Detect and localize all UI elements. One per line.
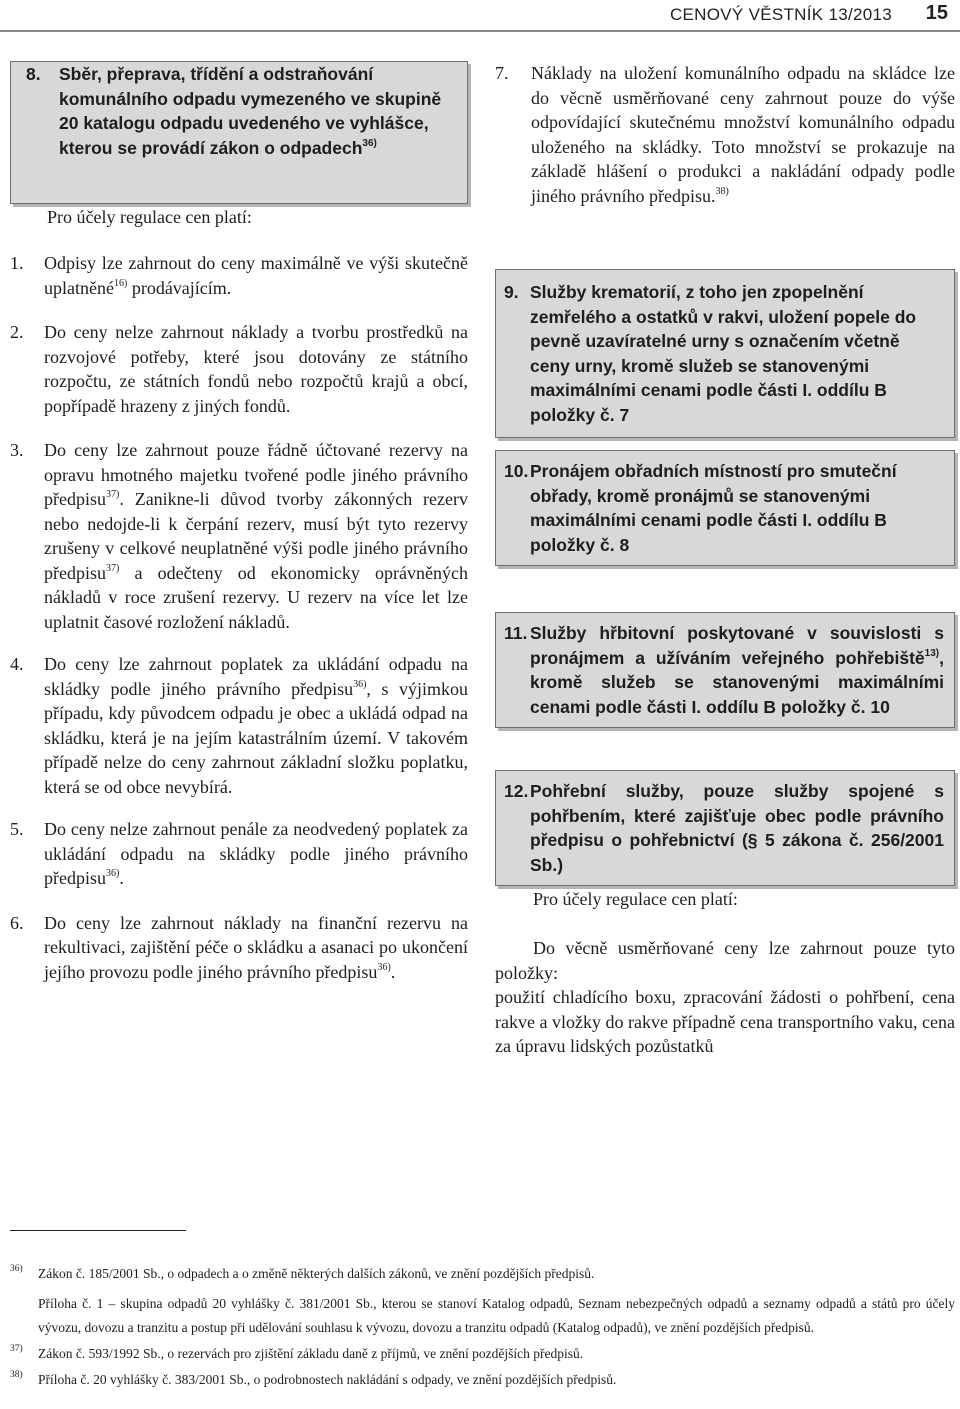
footnote: 36) Zákon č. 185/2001 Sb., o odpadech a o změně některých dalších zákonů, ve znění pozdějších předpisů.: [10, 1264, 595, 1281]
section-box-12: [495, 770, 955, 886]
list-item: 3. Do ceny lze zahrnout pouze řádně účtované rezervy na opravu hmotného majetku tvořené podle jiného právního předpisu$^{37)}$. Zanikne-li důvod tvorby zákonných rezerv nebo nedojde-li k čerpání rezerv, musí být tyto rezervy zrušeny v celkové neuplatněné výši podle jiného právního předpisu$^{37)}$ a odečteny od ekonomicky oprávněných nákladů v roce zrušení rezervy. U rezerv na více let lze uplatnit časové rozložení nákladů.: [10, 440, 468, 632]
header-rule: [0, 30, 960, 32]
box-title: Pronájem obřadních místností pro smuteční obřady, kromě pronájmů se stanovenými maximálními cenami podle části I. oddílu B položky č. 8: [530, 461, 897, 555]
left-intro: Pro účely regulace cen platí:: [47, 207, 252, 227]
list-item: 5. Do ceny nelze zahrnout penále za neodvedený poplatek za ukládání odpadu na skládky podle jiného právního předpisu$^{36)}$.: [10, 819, 468, 888]
footnote: 38) Příloha č. 20 vyhlášky č. 383/2001 Sb., o podrobnostech nakládání s odpady, ve znění pozdějších předpisů.: [10, 1370, 617, 1387]
journal-title: CENOVÝ VĚSTNÍK 13/2013: [669, 5, 892, 24]
list-item: 1. Odpisy lze zahrnout do ceny maximálně ve výši skutečně uplatněné$^{16)}$ prodávajícím.: [10, 253, 468, 298]
list-item: 2. Do ceny nelze zahrnout náklady a tvorbu prostředků na rozvojové potřeby, které jsou dotovány ze státního rozpočtu, ze státních fondů nebo rozpočtů krajů a obcí, popřípadě hrazeny z jiných fondů.: [10, 322, 468, 416]
list-item: 4. Do ceny lze zahrnout poplatek za ukládání odpadu na skládky podle jiného právního předpisu$^{36)}$, s výjimkou případu, kdy původcem odpadu je obec a ukládá odpad na skládku, která je na jejím katastrálním území. V takovém případě nelze do ceny zahrnout základní složku poplatku, která se od obce nevybírá.: [10, 654, 468, 797]
footnote-continuation: Příloha č. 1 – skupina odpadů 20 vyhlášky č. 381/2001 Sb., kterou se stanoví Katalog odpadů, Seznam nebezpečných odpadů a seznamy odpadů a států pro účely vývozu, dovozu a tranzitu a postup při udělování souhlasu k vývozu, dovozu a tranzitu odpadů (Katalog odpadů), ve znění pozdějších předpisů.: [38, 1296, 955, 1335]
footnote-ref: 38): [715, 185, 729, 197]
box-title: Sběr, přeprava, třídění a odstraňování komunálního odpadu vymezeného ve skupině 20 katalogu odpadu uvedeného ve vyhlášce, kterou se provádí zákon o odpadech$^{36)}$: [59, 64, 442, 158]
box-title: Služby hřbitovní poskytované v souvislosti s pronájmem a užíváním veřejného pohřebiště$^{13)}$, kromě služeb se stanovenými maximálními cenami podle části I. oddílu B položky č. 10: [530, 623, 944, 717]
page-number: 15: [925, 2, 948, 24]
box-number: 11.: [504, 623, 528, 643]
footnote-ref: 37): [106, 489, 120, 500]
right-intro: Pro účely regulace cen platí:: [533, 889, 738, 909]
box-number: 8.: [26, 64, 41, 84]
section-box-9: [495, 269, 955, 438]
right-column: [495, 61, 955, 1056]
footnote-ref: 36): [353, 678, 367, 690]
list-item: 6. Do ceny lze zahrnout náklady na finanční rezervu na rekultivaci, zajištění péče o skládku a asanaci po ukončení jejího provozu podle jiného právního předpisu$^{36)}$.: [10, 912, 468, 982]
footnote-ref: 13): [924, 647, 940, 659]
right-paragraph-1: Do věcně usměrňované ceny lze zahrnout pouze tyto položky:: [495, 938, 955, 983]
box-number: 10.: [504, 461, 529, 481]
footnote: 37) Zákon č. 593/1992 Sb., o rezervách pro zjištění základu daně z příjmů, ve znění pozdějších předpisů.: [10, 1344, 584, 1361]
right-paragraph-2: použití chladícího boxu, zpracování žádosti o pohřbení, cena rakve a vložky do rakve případně cena transportního vaku, cena za úpravu lidských pozůstatků: [495, 987, 955, 1056]
box-title: Služby krematorií, z toho jen zpopelnění zemřelého a ostatků v rakvi, uložení popele do pevně uzavíratelné urny s označením včetně ceny urny, kromě služeb se stanovenými maximálními cenami podle části I. oddílu B položky č. 7: [530, 282, 917, 425]
footnote-rule: [10, 1230, 186, 1231]
section-box-8: [10, 61, 468, 204]
section-box-10: [495, 450, 955, 566]
list-item: 7. Náklady na uložení komunálního odpadu na skládce lze do věcně usměrňované ceny zahrnout pouze do výše odpovídající skutečnému množství komunálního odpadu uloženého na skládky. Toto množství se prokazuje na základě hlášení o produkci a nakládání odpady podle jiného právního předpisu.$^{38)}$: [495, 63, 955, 206]
left-column: [10, 61, 468, 982]
footnote-ref: 16): [113, 277, 128, 289]
footnote-ref: 36): [106, 868, 120, 879]
box-number: 12.: [504, 781, 529, 801]
footnotes: [10, 1262, 955, 1392]
box-number: 9.: [504, 282, 519, 302]
box-title: Pohřební služby, pouze služby spojené s pohřbením, které zajišťuje obec podle právního předpisu o pohřebnictví (§ 5 zákona č. 256/2001 Sb.): [530, 781, 944, 875]
section-box-11: [495, 612, 955, 728]
footnote-ref: 36): [362, 137, 377, 149]
footnote-ref: 36): [377, 961, 391, 973]
page-header: [0, 0, 960, 30]
footnote-ref: 37): [106, 562, 120, 574]
